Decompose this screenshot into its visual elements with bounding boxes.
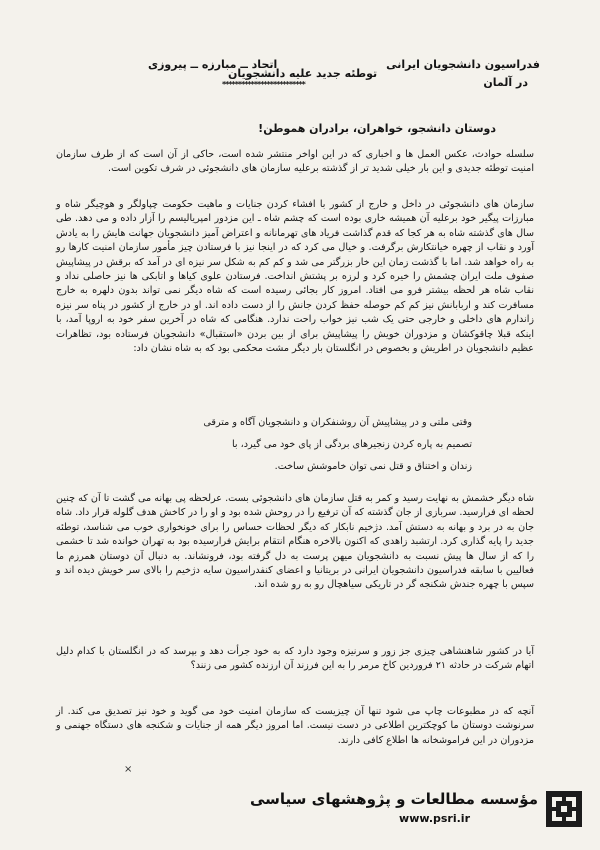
paragraph-closing — [56, 705, 534, 748]
paragraph-text: آنچه که در مطبوعات چاپ می شود تنها آن چیزیست که سازمان امنیت خود می گوید و خود نیز تصدیق می کند. از سرنوشت دوستان ما کوچکترین اطلاعی در دست نیست. اما امروز دیگر همه از جنایات و شکنجه های دستگاه جهنمی و مزدوران در این فراموشخانه ها اطلاع کافی دارند. — [56, 706, 534, 746]
poem-block — [152, 412, 472, 478]
header-slogan: اتحاد ــ مبارزه ــ پیروزی — [148, 58, 278, 71]
poem-line: زندان و اختناق و قتل نمی توان خاموشش ساخت. — [274, 461, 472, 472]
header-location: در آلمان — [483, 76, 528, 89]
margin-mark: × — [124, 764, 133, 775]
paragraph-question — [56, 645, 534, 674]
paragraph-main — [56, 198, 534, 356]
poem-line: وقتی ملتی و در پیشاپیش آن روشنفکران و دانشجویان آگاه و مترقی — [203, 417, 472, 428]
poem-line: تصمیم به پاره کردن زنجیرهای بردگی از پای خود می گیرد، با — [232, 439, 472, 450]
title-underline-stars: ************************** — [222, 80, 305, 89]
document-title: توطئه جدید علیه دانشجویان — [228, 67, 378, 80]
paragraph-text: سلسله حوادث، عکس العمل ها و اخباری که در این اواخر منتشر شده است، حاکی از آن است که از طرف سازمان امنیت توطئه جدیدی و این بار خیلی شدید تر از گذشته برعلیه سازمان های دانشجوئی در شرف تکوین است. — [56, 149, 534, 175]
paragraph-reaction — [56, 492, 534, 593]
salutation: دوستان دانشجو، خواهران، برادران هموطن! — [258, 122, 496, 135]
institute-name: مؤسسه مطالعات و پژوهشهای سیاسی — [249, 790, 538, 808]
paragraph-text: شاه دیگر خشمش به نهایت رسید و کمر به قتل سازمان های دانشجوئی بست. عرلحظه پی بهانه می گشت تا آن که چنین لحظه ای فرارسید. سربازی از جان گذشته که آن ترفیع را در روحش شده بود و او را در کاخش هدف گلوله قرار داد. شاه جان به در برد و بهانه به دستش آمد. دژخیم نابکار که دیگر لحظات حساس را برای خونخواری خوب می شناسد، توطئه جدید را پایه گذاری کرد. ارتشبد زاهدی که اکنون بالاخره هنگام انتقام برایش فرارسیده بود به تهران خوانده شد تا خشمی را که از سال ها پیش نسبت به دانشجویان میهن پرست به دل گرفته بود، فرونشاند. به دنبال آن دوستان همرزم ما فعالیین با سابقه فدراسیون دانشجویان ایرانی در بریتانیا و اعضای کنفدراسیون سایه دژخیم را بالای سر خویش دیده اند و سپس با چهره جندش شکنجه گر در تاریکی سیاهچال رو به رو شده اند. — [56, 493, 534, 591]
paragraph-text: آیا در کشور شاهنشاهی چیزی جز زور و سرنیزه وجود دارد که به خود جرأت دهد و بپرسد که در انگلستان با کدام دلیل اتهام شرکت در حادثه ۲۱ فروردین کاخ مرمر را به این فرزند آن ارزنده کشور می زنند؟ — [56, 646, 534, 672]
institute-logo-icon — [546, 791, 582, 827]
header-org: فدراسیون دانشجویان ایرانی — [386, 58, 540, 71]
paragraph-text: سازمان های دانشجوئی در داخل و خارج از کشور با افشاء کردن جنایات و ماهیت حکومت چپاولگر و هوچیگر شاه و مبارزات پیگیر خود برعلیه آن همیشه خاری بوده است که چشم شاه ـ این مزدور امپریالیسم را آزار داده و می دهد. طی سال های گذشته شاه به هر کجا که قدم گذاشت فریاد های تهرمانانه و اعتراض آمیز دانشجویان جهانت هایش را به یادش آورد و نقاب از چهره خیانتکارش برگرفت. و خیال می کرد که در اینجا نیز با فرستادن چیز مأمور سازمان امنیت کارها رو به راه خواهد شد. اما با گذشت زمان این خار بزرگتر می شد و کم کم به شکل سر نیزه ای در آمد که برقش در پیشاپیش صفوف ملت ایران چشمش را خیره کرد و لرزه بر پشتش انداخت. فرستادن علوی کیاها و اتابکی ها نیز حاصلی نداد و نقاب شاه هر لحظه بیشتر فرو می افتاد. امروز کار بجائی رسیده است که شاه دیگر نمی تواند بدون دلهره به خارج مسافرت کند و اربابانش نیز کم کم حوصله حفظ کردن جانش را از دست داده اند. او در خارج از کشور در پناه سر نیزه زاندارم های داخلی و خارجی حتی یک شب نیز خواب راحت ندارد. هنگامی که شاه در آخرین سفر خود به اروپا آمد، با اینکه قبلا چاقوکشان و مزدوران خویش را پیشاپیش برای از بین بردن «استقبال» دانشجویان فرستاده بود، تظاهرات عظیم دانشجویان در اطریش و بخصوص در انگلستان بار دیگر مشت محکمی بود که به شاه نشان داد: — [56, 199, 534, 355]
institute-url: www.psri.ir — [399, 812, 470, 825]
paragraph-intro — [56, 148, 534, 177]
